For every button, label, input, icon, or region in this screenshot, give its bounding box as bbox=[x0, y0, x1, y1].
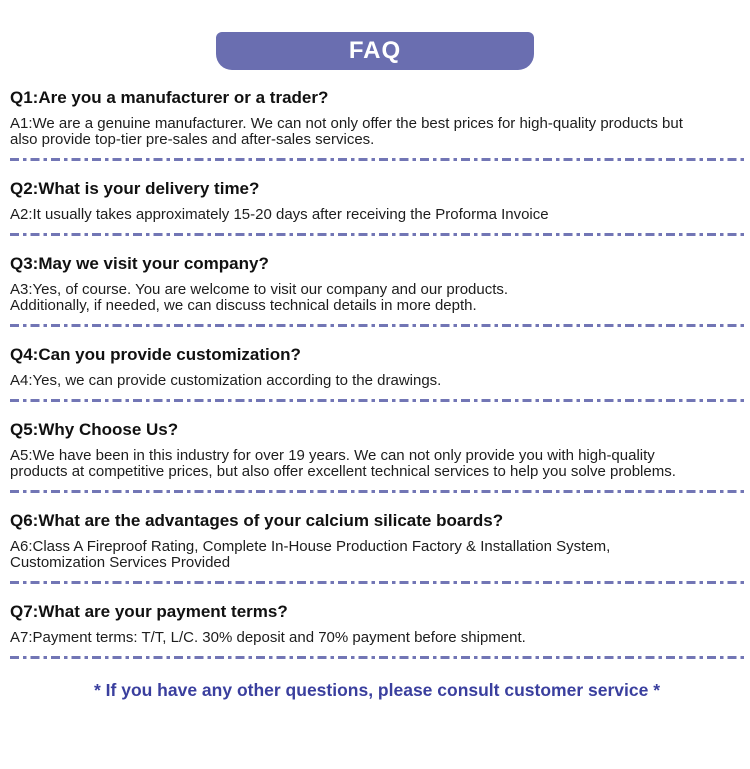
customer-service-note: * If you have any other questions, please consult customer service * bbox=[93, 680, 661, 700]
dashed-divider bbox=[10, 656, 744, 659]
faq-section-3 bbox=[10, 236, 744, 324]
faq-banner bbox=[216, 32, 534, 70]
faq-section-1 bbox=[10, 70, 744, 158]
question-1: Q1:Are you a manufacturer or a trader? bbox=[10, 88, 329, 107]
faq-section-6 bbox=[10, 493, 744, 581]
question-5: Q5:Why Choose Us? bbox=[10, 420, 179, 439]
answer-6-line-2: Customization Services Provided bbox=[10, 554, 231, 571]
question-3: Q3:May we visit your company? bbox=[10, 254, 269, 273]
question-7: Q7:What are your payment terms? bbox=[10, 602, 288, 621]
answer-2-line-1: A2:It usually takes approximately 15-20 days after receiving the Proforma Invoice bbox=[10, 206, 549, 223]
question-4: Q4:Can you provide customization? bbox=[10, 345, 301, 364]
answer-4-line-1: A4:Yes, we can provide customization according to the drawings. bbox=[10, 372, 442, 389]
faq-section-7 bbox=[10, 584, 744, 656]
question-6: Q6:What are the advantages of your calcium silicate boards? bbox=[10, 511, 504, 530]
answer-5-line-2: products at competitive prices, but also offer excellent technical services to help you solve problems. bbox=[10, 463, 676, 480]
answer-7-line-1: A7:Payment terms: T/T, L/C. 30% deposit and 70% payment before shipment. bbox=[10, 629, 526, 646]
answer-5-line-1: A5:We have been in this industry for over 19 years. We can not only provide you with high-quality bbox=[10, 447, 655, 464]
faq-page bbox=[0, 32, 750, 769]
faq-section-2 bbox=[10, 161, 744, 233]
faq-banner-title: FAQ bbox=[348, 37, 402, 64]
question-2: Q2:What is your delivery time? bbox=[10, 179, 260, 198]
answer-6-line-1: A6:Class A Fireproof Rating, Complete In-House Production Factory & Installation System, bbox=[10, 538, 611, 555]
faq-section-4 bbox=[10, 327, 744, 399]
answer-1-line-2: also provide top-tier pre-sales and after-sales services. bbox=[10, 131, 375, 148]
faq-content bbox=[0, 70, 750, 701]
faq-section-5 bbox=[10, 402, 744, 490]
answer-1-line-1: A1:We are a genuine manufacturer. We can not only offer the best prices for high-quality products but bbox=[10, 115, 683, 132]
answer-3-line-1: A3:Yes, of course. You are welcome to visit our company and our products. bbox=[10, 281, 509, 298]
answer-3-line-2: Additionally, if needed, we can discuss technical details in more depth. bbox=[10, 297, 477, 314]
